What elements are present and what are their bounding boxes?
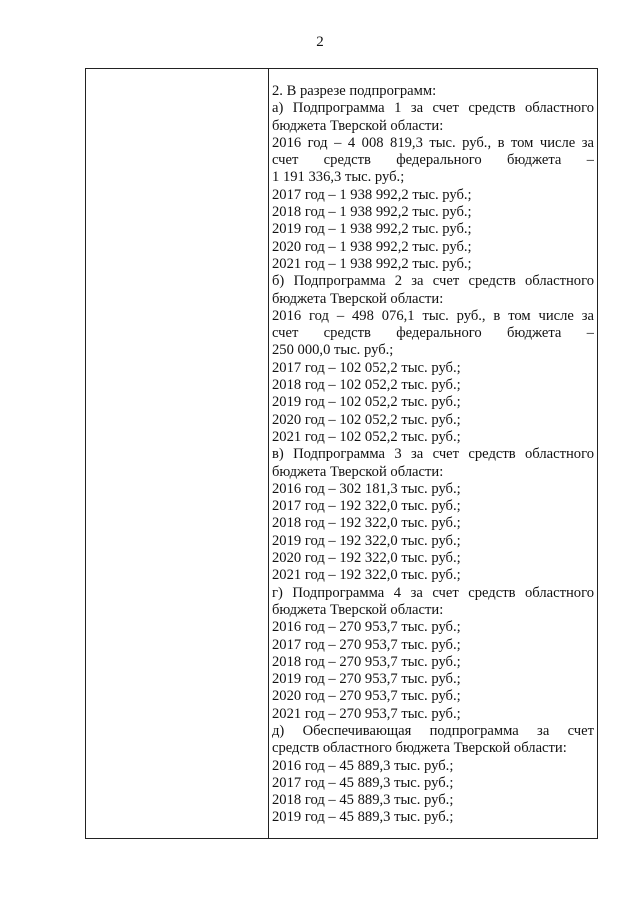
text-line: 2. В разрезе подпрограмм: <box>272 83 437 99</box>
text-line: 2020 год – 270 953,7 тыс. руб.; <box>272 688 461 705</box>
text-line: д) Обеспечивающая подпрограмма за счет <box>272 722 594 739</box>
text-line: 2018 год – 192 322,0 тыс. руб.; <box>272 515 461 532</box>
column-divider <box>268 69 269 838</box>
text-line: бюджета Тверской области: <box>272 117 444 134</box>
text-line: 250 000,0 тыс. руб.; <box>272 342 394 359</box>
text-line: 2017 год – 45 889,3 тыс. руб.; <box>272 774 454 791</box>
text-line: 2019 год – 102 052,2 тыс. руб.; <box>272 394 461 411</box>
text-line: средств областного бюджета Тверской области: <box>272 740 567 757</box>
table-cell-left-empty <box>86 69 268 838</box>
text-line: 2021 год – 270 953,7 тыс. руб.; <box>272 705 461 722</box>
text-line: 1 191 336,3 тыс. руб.; <box>272 169 405 186</box>
text-line: 2017 год – 270 953,7 тыс. руб.; <box>272 636 461 653</box>
text-line: бюджета Тверской области: <box>272 290 444 307</box>
text-line: 2016 год – 45 889,3 тыс. руб.; <box>272 757 454 774</box>
text-line: в) Подпрограмма 3 за счет средств областного <box>272 446 594 463</box>
text-line: 2017 год – 1 938 992,2 тыс. руб.; <box>272 186 472 203</box>
text-line: г) Подпрограмма 4 за счет средств областного <box>272 584 594 601</box>
text-line: 2017 год – 102 052,2 тыс. руб.; <box>272 359 461 376</box>
page-number: 2 <box>316 34 324 50</box>
text-line: 2019 год – 270 953,7 тыс. руб.; <box>272 671 461 688</box>
text-line: 2021 год – 102 052,2 тыс. руб.; <box>272 428 461 445</box>
text-line: 2019 год – 192 322,0 тыс. руб.; <box>272 532 461 549</box>
text-line: 2016 год – 498 076,1 тыс. руб., в том числе за <box>272 307 594 324</box>
table-cell-funding-text <box>272 83 594 827</box>
text-line: 2017 год – 192 322,0 тыс. руб.; <box>272 498 461 515</box>
text-line: 2021 год – 1 938 992,2 тыс. руб.; <box>272 255 472 272</box>
text-line: 2016 год – 270 953,7 тыс. руб.; <box>272 619 461 636</box>
text-line: 2018 год – 45 889,3 тыс. руб.; <box>272 792 454 809</box>
text-line: 2020 год – 1 938 992,2 тыс. руб.; <box>272 238 472 255</box>
text-line: а) Подпрограмма 1 за счет средств областного <box>272 100 594 117</box>
text-line: бюджета Тверской области: <box>272 463 444 480</box>
text-line: 2016 год – 302 181,3 тыс. руб.; <box>272 480 461 497</box>
text-line: 2020 год – 192 322,0 тыс. руб.; <box>272 550 461 567</box>
text-line: 2018 год – 1 938 992,2 тыс. руб.; <box>272 204 472 221</box>
document-table <box>85 68 598 839</box>
text-line: 2021 год – 192 322,0 тыс. руб.; <box>272 567 461 584</box>
text-line: бюджета Тверской области: <box>272 601 444 618</box>
text-line: 2016 год – 4 008 819,3 тыс. руб., в том числе за <box>272 134 594 151</box>
text-line: 2020 год – 102 052,2 тыс. руб.; <box>272 411 461 428</box>
text-line: 2018 год – 270 953,7 тыс. руб.; <box>272 653 461 670</box>
text-line: счет средств федерального бюджета – <box>272 325 594 342</box>
text-line: 2019 год – 45 889,3 тыс. руб.; <box>272 809 454 826</box>
text-line: 2018 год – 102 052,2 тыс. руб.; <box>272 377 461 394</box>
text-line: счет средств федерального бюджета – <box>272 152 594 169</box>
text-line: 2019 год – 1 938 992,2 тыс. руб.; <box>272 221 472 238</box>
text-line: б) Подпрограмма 2 за счет средств областного <box>272 273 594 290</box>
